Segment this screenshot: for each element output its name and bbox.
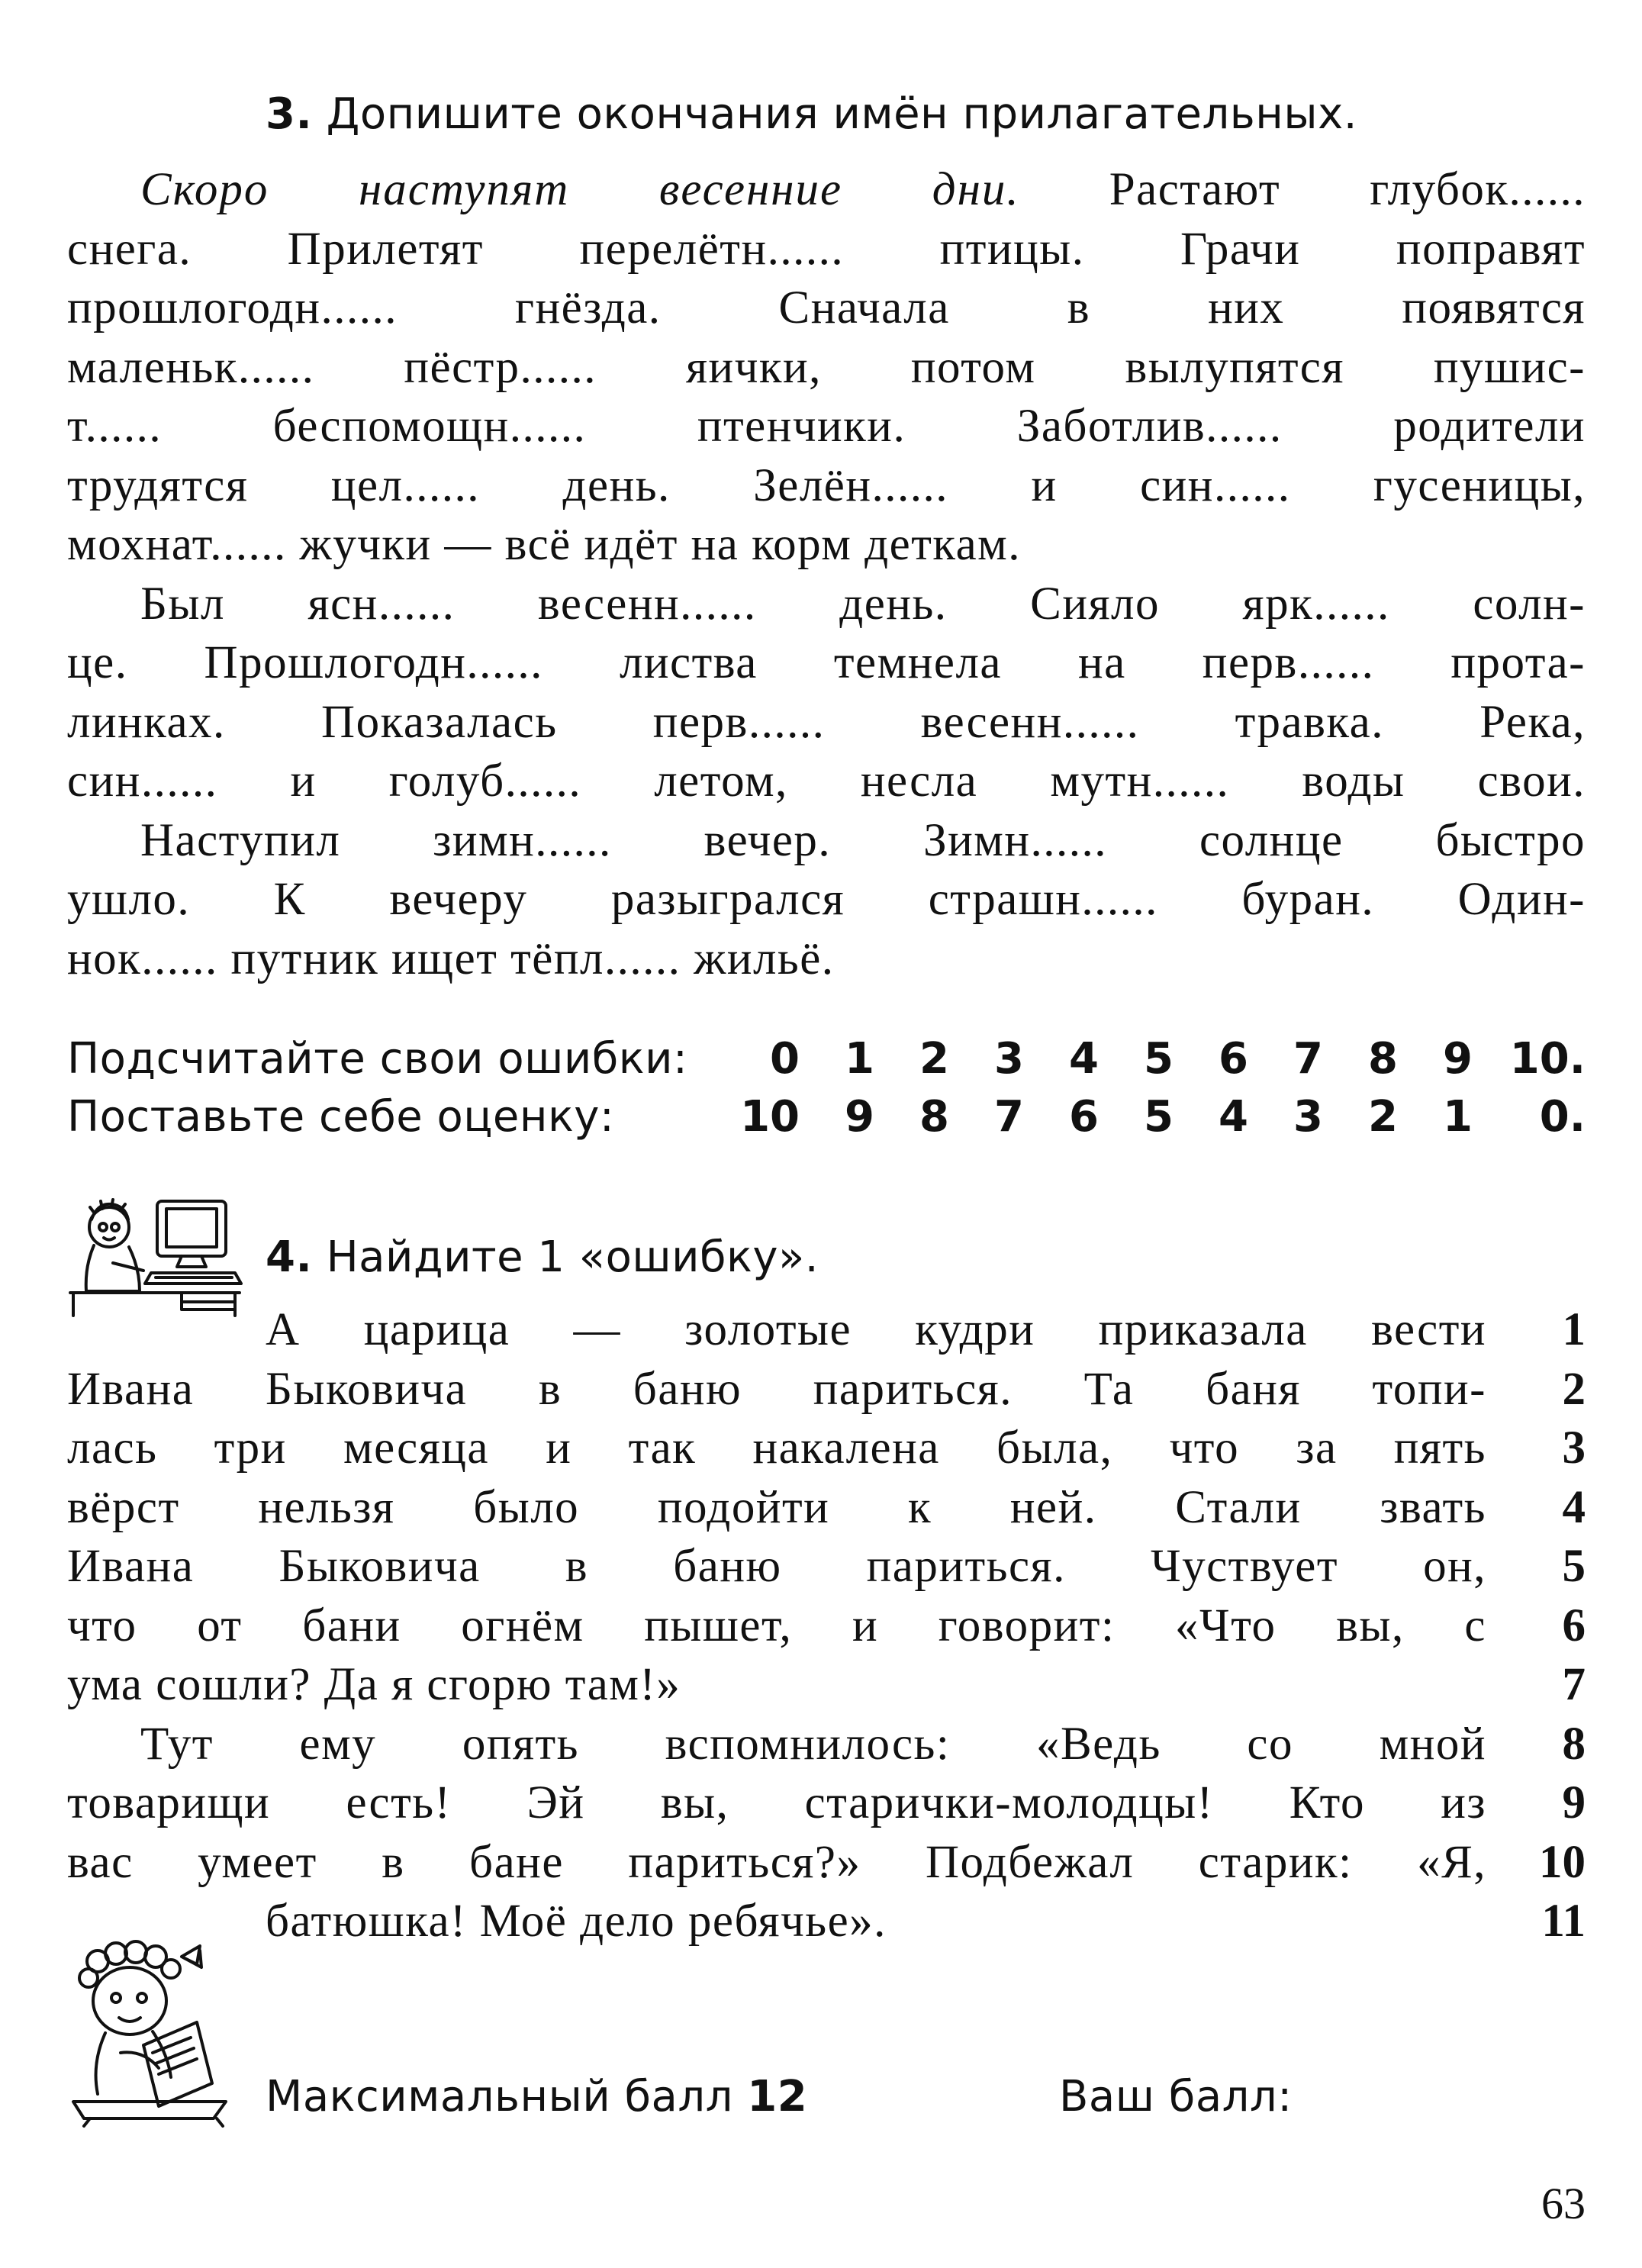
line-number: 4 <box>1562 1481 1586 1533</box>
grade-value: 1 <box>1443 1092 1473 1142</box>
task4-line: что от бани огнём пышет, и говорит: «Что вы, с <box>67 1600 1486 1651</box>
task3-line: Был ясн...... весенн...... день. Сияло ярк...... солн- <box>140 578 1586 630</box>
grade-value: 5 <box>1144 1092 1174 1142</box>
workbook-page <box>67 0 1586 2268</box>
line-number: 3 <box>1562 1422 1586 1474</box>
task3-title <box>266 90 1357 139</box>
line-number: 5 <box>1562 1541 1586 1592</box>
grade-value: 9 <box>845 1092 874 1142</box>
task3-line: маленьк...... пёстр...... яички, потом вылупятся пушис- <box>67 341 1586 393</box>
task4-line: товарищи есть! Эй вы, старички-молодцы! Кто из <box>67 1777 1486 1828</box>
max-score-label: Максимальный балл <box>266 2072 733 2121</box>
task3-line: снега. Прилетят перелётн...... птицы. Грачи поправят <box>67 223 1586 275</box>
errors-value: 0 <box>770 1034 800 1084</box>
line-number: 10 <box>1539 1836 1586 1888</box>
errors-value: 3 <box>994 1034 1024 1084</box>
grade-value: 6 <box>1069 1092 1099 1142</box>
task4-line: батюшка! Моё дело ребячье». <box>266 1896 887 1947</box>
errors-value: 7 <box>1293 1034 1323 1084</box>
max-score <box>266 2073 807 2121</box>
task3-line: трудятся цел...... день. Зелён...... и син...... гусеницы, <box>67 459 1586 511</box>
task3-line: мохнат...... жучки — всё идёт на корм деткам. <box>67 519 1022 570</box>
grade-value: 7 <box>994 1092 1024 1142</box>
task4-line-numbers <box>1509 1300 1586 1951</box>
line-number: 1 <box>1562 1304 1586 1355</box>
grade-value: 4 <box>1219 1092 1248 1142</box>
task4-text <box>67 1300 1486 1951</box>
task3-line: Наступил зимн...... вечер. Зимн...... солнце быстро <box>140 814 1586 866</box>
your-score <box>1059 2073 1293 2121</box>
grade-value: 8 <box>919 1092 949 1142</box>
errors-count-row <box>67 1029 1586 1090</box>
errors-value: 1 <box>845 1034 874 1084</box>
grade-value: 2 <box>1368 1092 1398 1142</box>
task3-title-text: Допишите окончания имён прилагательных. <box>326 89 1358 139</box>
line-number: 2 <box>1562 1363 1586 1415</box>
task4-title <box>266 1233 819 1282</box>
line-number: 6 <box>1562 1600 1586 1651</box>
line-number: 9 <box>1562 1777 1586 1828</box>
grade-label: Поставьте себе оценку: <box>67 1092 615 1142</box>
errors-value: 6 <box>1219 1034 1248 1084</box>
task3-line: прошлогодн...... гнёзда. Сначала в них появятся <box>67 282 1586 333</box>
line-number: 8 <box>1562 1718 1586 1770</box>
errors-label: Подсчитайте свои ошибки: <box>67 1034 688 1084</box>
your-score-label: Ваш балл: <box>1059 2072 1293 2121</box>
errors-value: 4 <box>1069 1034 1099 1084</box>
task4-title-text: Найдите 1 «ошибку». <box>326 1232 819 1282</box>
errors-value: 5 <box>1144 1034 1174 1084</box>
page-number: 63 <box>1541 2179 1586 2228</box>
task3-line: т...... беспомощн...... птенчики. Заботлив...... родители <box>67 401 1586 452</box>
errors-value: 2 <box>919 1034 949 1084</box>
task3-line: син...... и голуб...... летом, несла мутн...... воды свои. <box>67 755 1586 807</box>
errors-value: 10. <box>1509 1034 1586 1084</box>
task4-line: Ивана Быковича в баню париться. Чуствует он, <box>67 1541 1486 1592</box>
task4-line: лась три месяца и так накалена была, что за пять <box>67 1422 1486 1474</box>
girl-with-book-icon <box>67 1938 235 2129</box>
task4-line: Ивана Быковича в баню париться. Та баня топи- <box>67 1363 1486 1415</box>
grade-value: 10 <box>740 1092 800 1142</box>
errors-value: 9 <box>1443 1034 1473 1084</box>
task4-number: 4. <box>266 1232 313 1282</box>
grade-value: 0. <box>1539 1092 1586 1142</box>
task3-line: линках. Показалась перв...... весенн...... травка. Река, <box>67 696 1586 748</box>
task4-line: Тут ему опять вспомнилось: «Ведь со мной <box>140 1718 1486 1770</box>
errors-value: 8 <box>1368 1034 1398 1084</box>
task4-line: ума сошли? Да я сгорю там!» <box>67 1659 681 1710</box>
task3-line: ушло. К вечеру разыгрался страшн...... буран. Один- <box>67 874 1586 925</box>
task3-line: це. Прошлогодн...... листва темнела на перв...... прота- <box>67 637 1586 688</box>
task3-italic-sentence: Скоро наступят весенние дни. <box>140 164 1020 215</box>
max-score-value: 12 <box>747 2072 808 2121</box>
task4-line: А царица — золотые кудри приказала вести <box>266 1304 1486 1355</box>
grade-value: 3 <box>1293 1092 1323 1142</box>
task4-line: вёрст нельзя было подойти к ней. Стали звать <box>67 1481 1486 1533</box>
task4-line: вас умеет в бане париться?» Подбежал старик: «Я, <box>67 1836 1486 1888</box>
task3-number: 3. <box>266 89 313 139</box>
line-number: 7 <box>1562 1659 1586 1710</box>
task3-text <box>67 160 1586 988</box>
task3-line: нок...... путник ищет тёпл...... жильё. <box>67 933 835 984</box>
line-number: 11 <box>1541 1896 1586 1947</box>
task3-line: Скоро наступят весенние дни. Растают глубок...... <box>140 164 1586 215</box>
grade-row <box>67 1087 1586 1148</box>
